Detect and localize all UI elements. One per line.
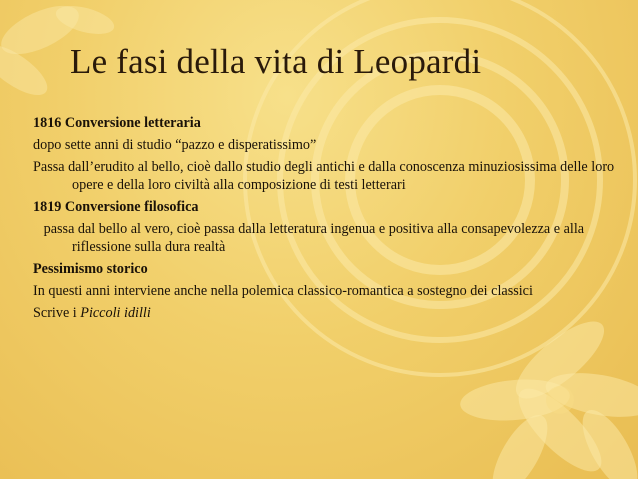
heading-pessimismo: Pessimismo storico (33, 261, 148, 277)
piccoli-idilli-title: Piccoli idilli (80, 305, 151, 321)
line-polemica: In questi anni interviene anche nella polemica classico-romantica a sostegno dei classici (33, 283, 533, 299)
line-piccoli-idilli (33, 304, 618, 322)
slide-body (33, 114, 618, 326)
heading-1816: 1816 Conversione letteraria (33, 115, 201, 131)
slide-title: Le fasi della vita di Leopardi (70, 42, 482, 81)
piccoli-idilli-prefix: Scrive i (33, 305, 81, 321)
line-bello-vero: passa dal bello al vero, cioè passa dalla letteratura ingenua e positiva alla consapevolezza e alla riflessione sulla dura realtà (33, 221, 588, 255)
line-erudito-bello: Passa dall’erudito al bello, cioè dallo studio degli antichi e dalla conoscenza minuziosissima delle loro opere e della loro civiltà alla composizione di testi letterari (33, 159, 615, 193)
heading-1819: 1819 Conversione filosofica (33, 199, 199, 215)
line-1816-detail: dopo sette anni di studio “pazzo e disperatissimo” (33, 137, 317, 153)
